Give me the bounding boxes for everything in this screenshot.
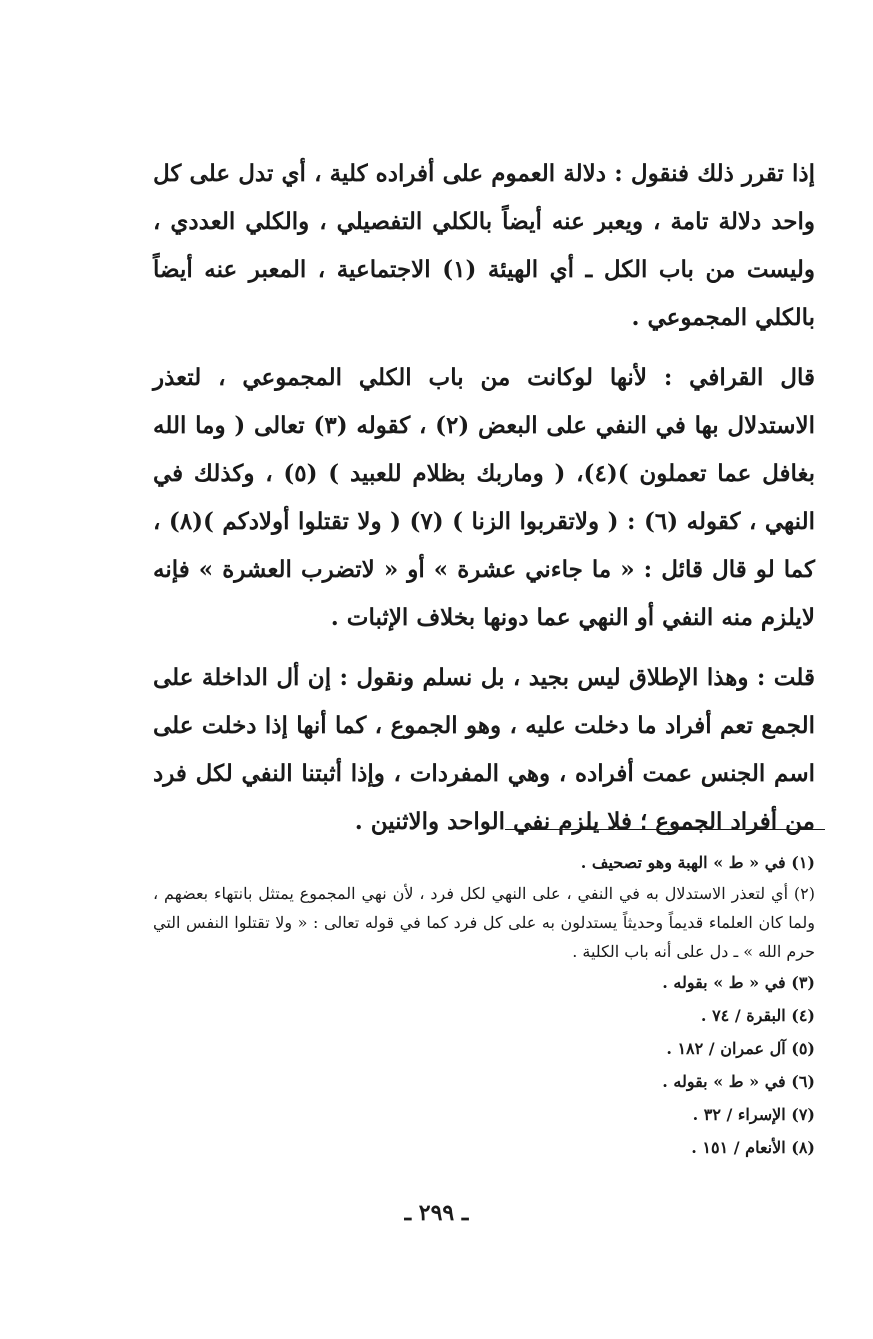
footnote-8: (٨) الأنعام / ١٥١ . bbox=[691, 1138, 815, 1157]
paragraph-body: لأنها لوكانت من باب الكلي المجموعي ، لتعذر الاستدلال بها في النفي على البعض (٢) ، كقوله (٣) تعالى ( وما الله بغافل عما تعملون )(٤)، ( وماربك بظلام للعبيد ) (٥) ، وكذلك في النهي ، كقوله (٦) : ( ولاتقربوا الزنا ) (٧) ( ولا تقتلوا أولادكم )(٨) ، كما لو قال قائل : « ما جاءني عشرة » أو « لاتضرب العشرة » فإنه لايلزم منه النفي أو النهي عما دونها بخلاف الإثبات . bbox=[153, 364, 816, 631]
paragraph-3 bbox=[153, 654, 815, 846]
paragraph-body: دلالة العموم على أفراده كلية ، أي تدل على كل واحد دلالة تامة ، ويعبر عنه أيضاً بالكلي التفصيلي ، والكلي العددي ، وليست من باب الكل ـ أي الهيئة (١) الاجتماعية ، المعبر عنه أيضاً بالكلي المجموعي . bbox=[153, 160, 816, 331]
footnote-3: (٣) في « ط » بقوله . bbox=[662, 973, 815, 992]
paragraph-2 bbox=[153, 354, 815, 642]
footnote-1: (١) في « ط » الهبة وهو تصحيف . bbox=[580, 853, 815, 872]
footnote-4: (٤) البقرة / ٧٤ . bbox=[700, 1006, 815, 1025]
paragraph-lead: قلت : bbox=[756, 664, 815, 691]
paragraph-1 bbox=[153, 150, 815, 342]
footnote-5: (٥) آل عمران / ١٨٢ . bbox=[666, 1039, 815, 1058]
footnote-separator bbox=[505, 829, 825, 830]
footnote-7: (٧) الإسراء / ٣٢ . bbox=[692, 1105, 815, 1124]
paragraph-lead: إذا تقرر ذلك فنقول : bbox=[614, 160, 816, 187]
footnote-2: (٢) أي لتعذر الاستدلال به في النفي ، على النهي لكل فرد ، لأن نهي المجموع يمتثل بانتهاء بعضهم ، ولما كان العلماء قديماً وحديثاً يستدلون به على كل فرد كما في قوله تعالى : « ولا تقتلوا النفس التي حرم الله » ـ دل على أنه باب الكلية . bbox=[153, 884, 816, 961]
footnotes bbox=[153, 846, 815, 1164]
page-number: ـ ٢٩٩ ـ bbox=[404, 1200, 469, 1226]
main-text bbox=[153, 150, 815, 858]
paragraph-body: وهذا الإطلاق ليس بجيد ، بل نسلم ونقول : إن أل الداخلة على الجمع تعم أفراد ما دخلت عليه ، وهو الجموع ، كما أنها إذا دخلت على اسم الجنس عمت أفراده ، وهي المفردات ، وإذا أثبتنا النفي لكل فرد من أفراد الجموع ؛ فلا يلزم نفي الواحد والاثنين . bbox=[153, 664, 815, 835]
paragraph-lead: قال القرافي : bbox=[663, 364, 815, 391]
footnote-6: (٦) في « ط » بقوله . bbox=[662, 1072, 815, 1091]
